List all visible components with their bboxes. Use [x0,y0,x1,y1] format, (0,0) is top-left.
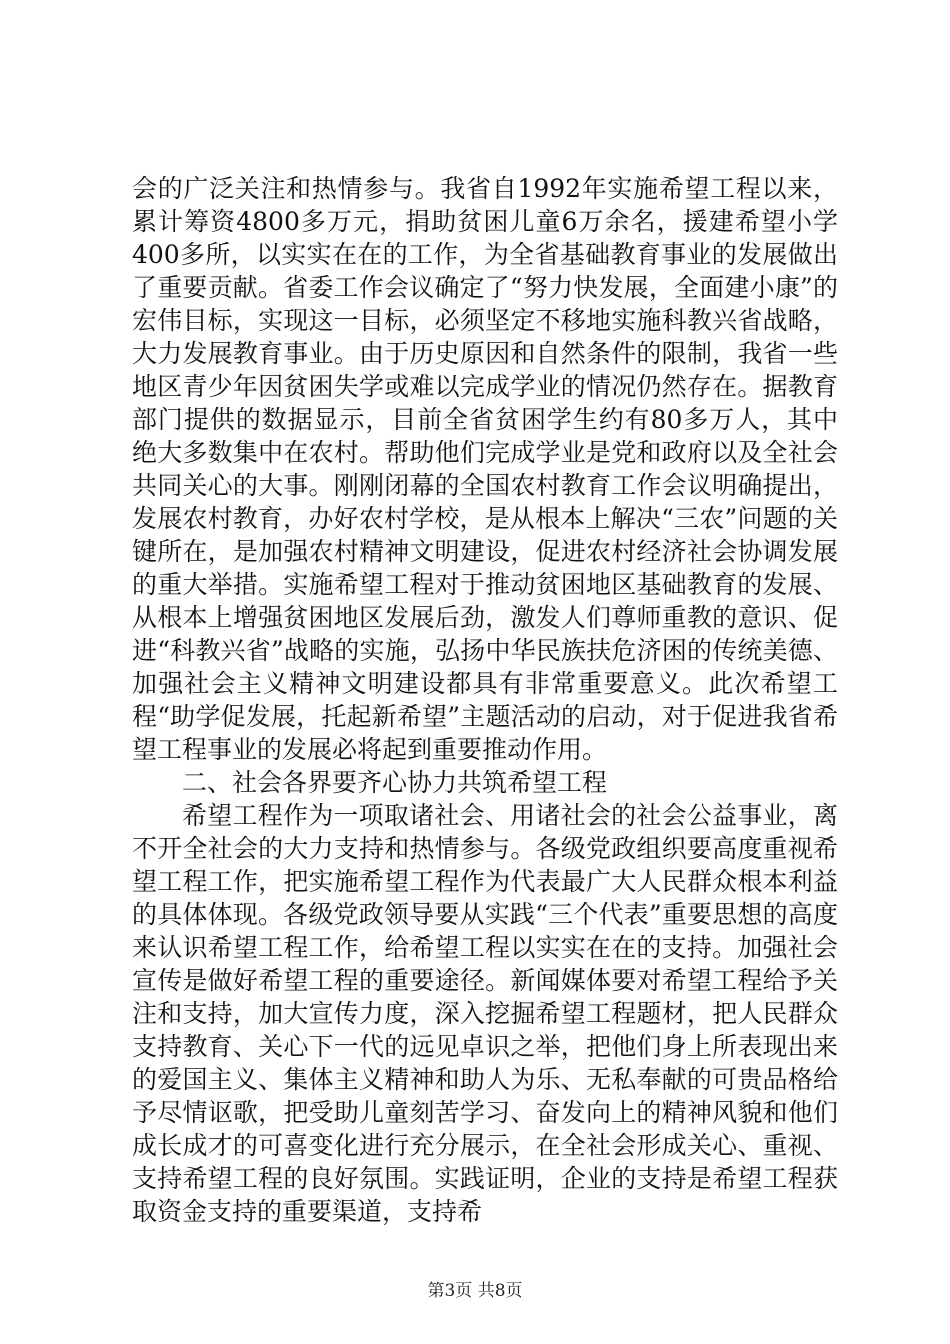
section-heading: 二、社会各界要齐心协力共筑希望工程 [182,768,608,797]
paragraph: 希望工程作为一项取诸社会、用诸社会的社会公益事业，离不开全社会的大力支持和热情参与。各级党政组织要高度重视希望工程工作，把实施希望工程作为代表最广大人民群众根本利益的具体体现。各级党政领导要从实践“三个代表”重要思想的高度来认识希望工程工作，给希望工程以实实在在的支持。加强社会宣传是做好希望工程的重要途径。新闻媒体要对希望工程给予关注和支持，加大宣传力度，深入挖掘希望工程题材，把人民群众支持教育、关心下一代的远见卓识之举，把他们身上所表现出来的爱国主义、集体主义精神和助人为乐、无私奉献的可贵品格给予尽情讴歌，把受助儿童刻苦学习、奋发向上的精神风貌和他们成长成才的可喜变化进行充分展示，在全社会形成关心、重视、支持希望工程的良好氛围。实践证明，企业的支持是希望工程获取资金支持的重要渠道，支持希 [132,801,838,1226]
page-number-footer: 第3页 共8页 [427,1281,523,1301]
document-body [132,172,838,1228]
paragraph-continued: 会的广泛关注和热情参与。我省自1992年实施希望工程以来，累计筹资4800多万元，捐助贫困儿童6万余名，援建希望小学400多所，以实实在在的工作，为全省基础教育事业的发展做出了重要贡献。省委工作会议确定了“努力快发展，全面建小康”的宏伟目标，实现这一目标，必须坚定不移地实施科教兴省战略，大力发展教育事业。由于历史原因和自然条件的限制，我省一些地区青少年因贫困失学或难以完成学业的情况仍然存在。据教育部门提供的数据显示，目前全省贫困学生约有80多万人，其中绝大多数集中在农村。帮助他们完成学业是党和政府以及全社会共同关心的大事。刚刚闭幕的全国农村教育工作会议明确提出，发展农村教育，办好农村学校，是从根本上解决“三农”问题的关键所在，是加强农村精神文明建设，促进农村经济社会协调发展的重大举措。实施希望工程对于推动贫困地区基础教育的发展、从根本上增强贫困地区发展后劲，激发人们尊师重教的意识、促进“科教兴省”战略的实施，弘扬中华民族扶危济困的传统美德、加强社会主义精神文明建设都具有非常重要意义。此次希望工程“助学促发展，托起新希望”主题活动的启动，对于促进我省希望工程事业的发展必将起到重要推动作用。 [132,174,838,764]
